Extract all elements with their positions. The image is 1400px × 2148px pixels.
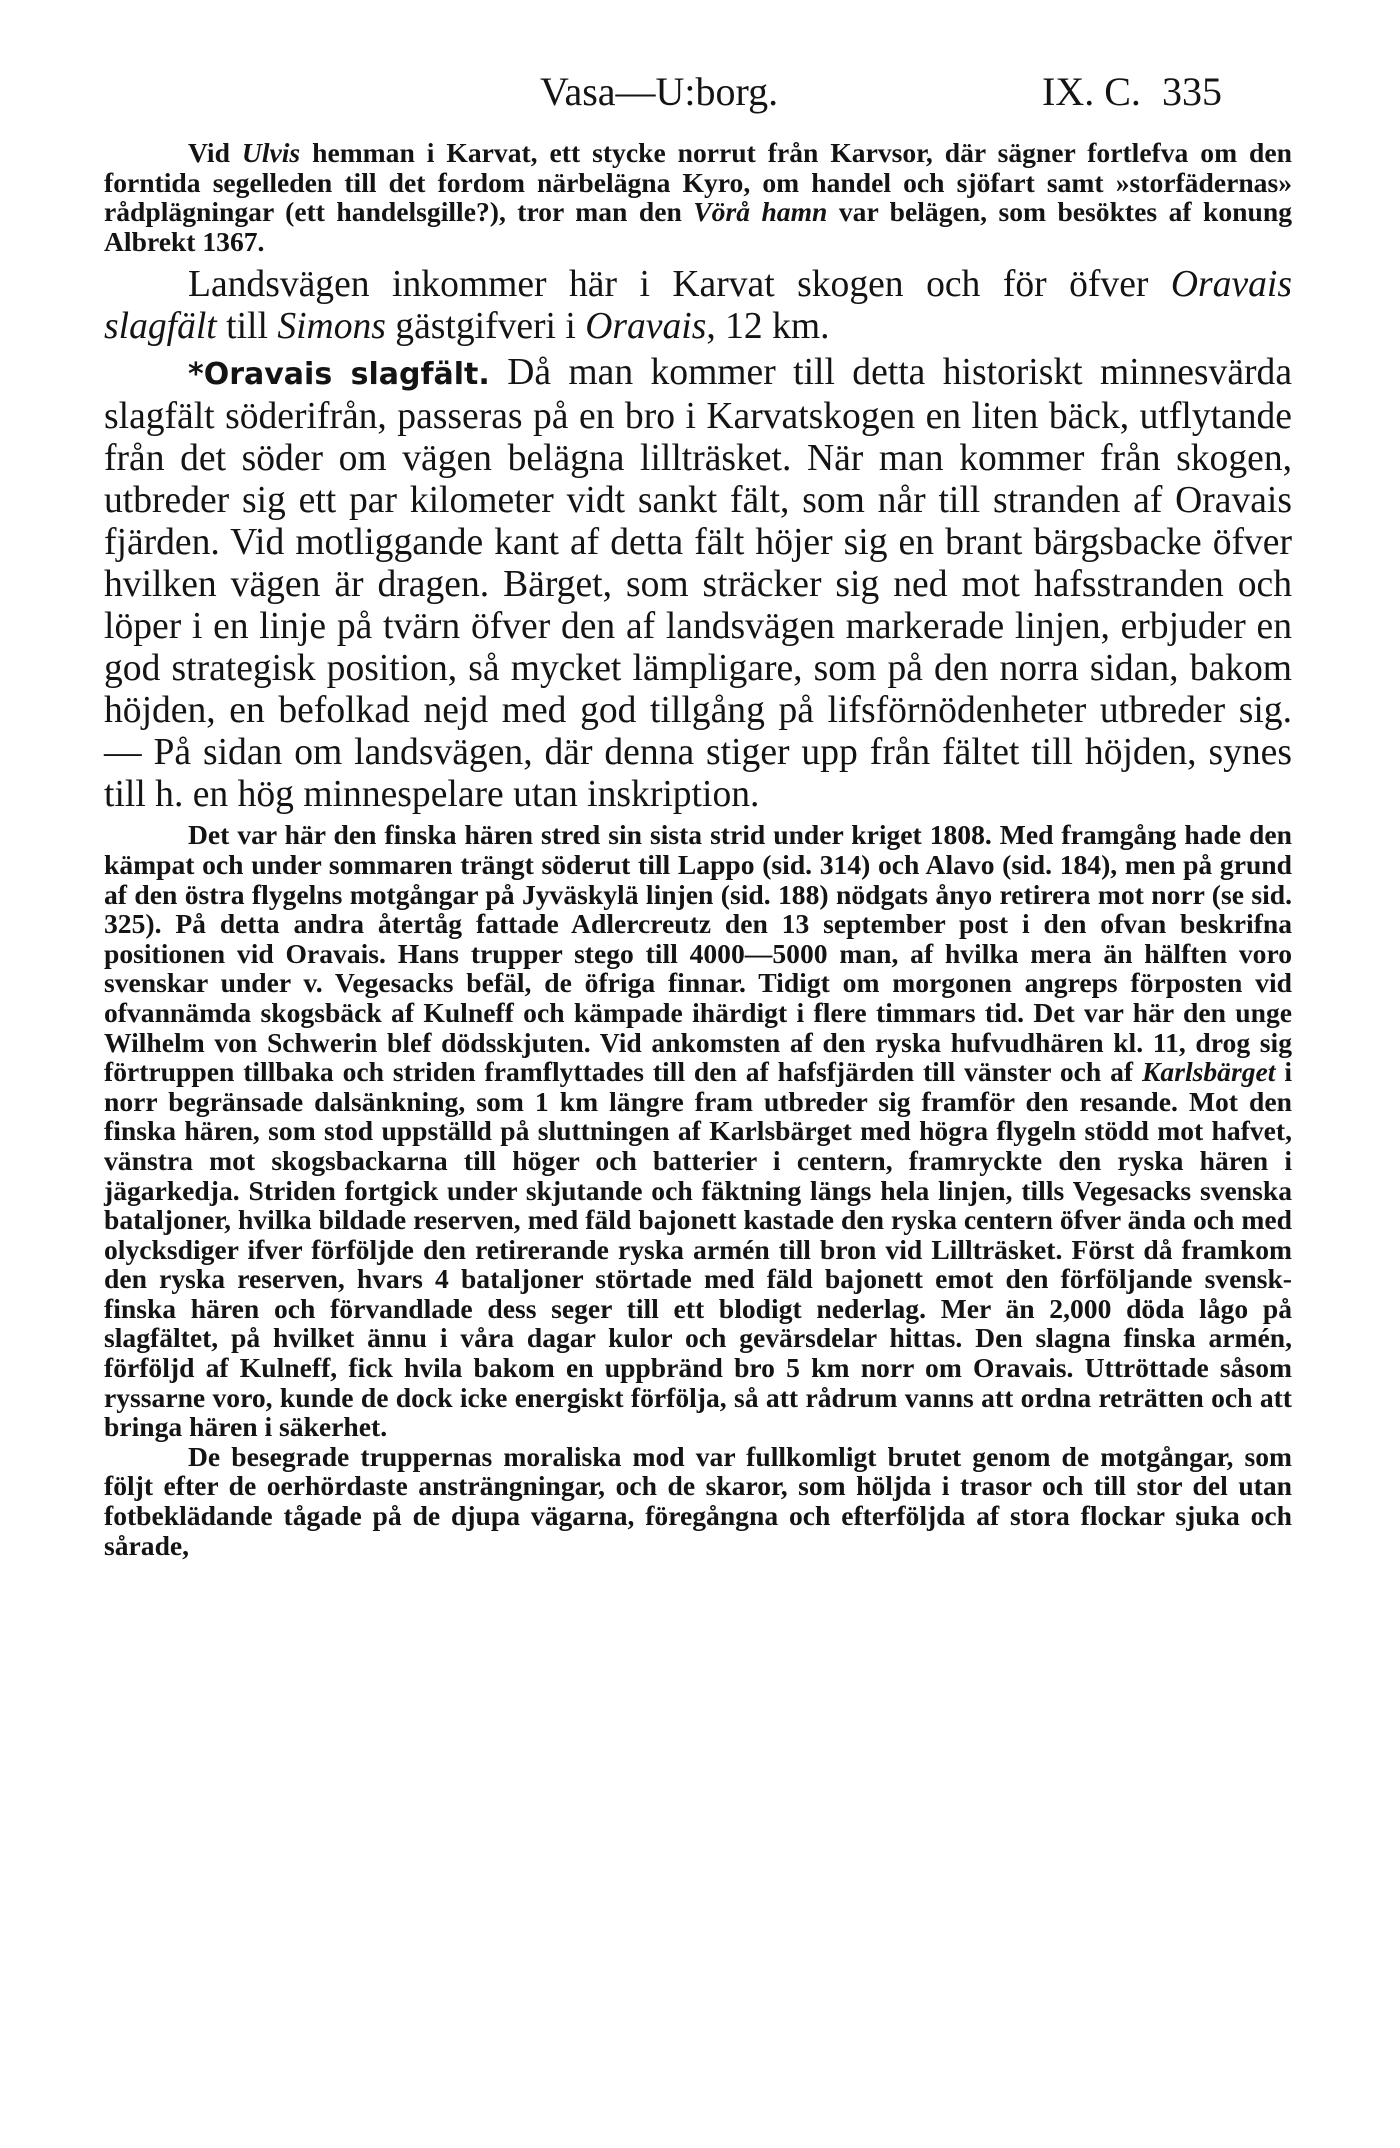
text-run: gästgifveri i	[385, 306, 586, 348]
running-header	[104, 0, 1292, 138]
italic-term: Vörå hamn	[693, 196, 828, 228]
italic-term: Oravais	[585, 306, 707, 348]
text-run: i norr begränsade dalsänkning, som 1 km längre fram utbreder sig framför den resande. Mot den finska hären, som stod uppställd på sluttningen af Karlsbärget med högra flygeln stödd mot hafvet, vänstra mot skogsbackarna till höger och batterier i centern, framryckte den ryska hären i jägarkedja. Striden fortgick under skjutande och fäktning längs hela linjen, tills Vegesacks svenska bataljoner, hvilka bildade reserven, med fäld bajonett kastade den ryska centern öfver ända och med olycksdiger ifver förföljde den retirerande ryska armén till bron vid Lillträsket. Först då framkom den ryska reserven, hvars 4 bataljoner störtade med fäld bajonett emot den förföljande svensk-finska hären och förvandlade dess seger till ett blodigt nederlag. Mer än 2,000 döda lågo på slagfältet, på hvilket ännu i våra dagar kulor och gevärsdelar hittas. Den slagna finska armén, förföljd af Kulneff, fick hvila bakom en uppbränd bro 5 km norr om Oravais. Uttröttade såsom ryssarne voro, kunde de dock icke energiskt förfölja, så att rådrum vanns att ordna reträtten och att bringa hären i säkerhet.	[104, 1056, 1292, 1443]
text-run: till	[216, 306, 278, 348]
text-run: , 12 km.	[706, 306, 830, 348]
text-run: Landsvägen inkommer här i Karvat skogen och för öfver	[188, 264, 1171, 306]
paragraph-oravais-slagfalt	[104, 352, 1292, 816]
note-aftermath	[104, 1442, 1292, 1560]
section-marker: IX. C.	[1042, 69, 1141, 114]
italic-term: Ulvis	[241, 137, 301, 168]
note-ulvis	[104, 138, 1292, 256]
text-run: hemman i Karvat, ett stycke norrut från Karvsor, där sägner fortlefva om den forntida segelleden till det fordom närbelägna Kyro, om handel och sjöfart samt »storfädernas» rådplägningar (ett handelsgille?), tror man den	[104, 137, 1292, 228]
running-title: Vasa—U:borg.	[540, 69, 779, 114]
paragraph-landsvagen	[104, 264, 1292, 348]
text-run: Det var här den finska hären stred sin sista strid under kriget 1808. Med framgång hade den kämpat och under sommaren trängt söderut till Lappo (sid. 314) och Alavo (sid. 184), men på grund af den östra flygelns motgångar på Jyväskylä linjen (sid. 188) nödgats ånyo retirera mot norr (se sid. 325). På detta andra återtåg fattade Adlercreutz den 13 september post i den ofvan beskrifna positionen vid Oravais. Hans trupper stego till 4000—5000 man, af hvilka mera än hälften voro svenskar under v. Vegesacks befäl, de öfriga finnar. Tidigt om morgonen angreps förposten vid ofvannämda skogsbäck af Kulneff och kämpade ihärdigt i flere timmars tid. Det var här den unge Wilhelm von Schwerin blef dödsskjuten. Vid ankomsten af den ryska hufvudhären kl. 11, drog sig förtruppen tillbaka och striden framflyttades till den af hafsfjärden till vänster och af	[104, 819, 1292, 1088]
text-run: Vid	[188, 137, 242, 168]
italic-term: Simons	[277, 306, 386, 348]
text-run: Då man kommer till detta historiskt minnesvärda slagfält söderifrån, passeras på en bro i Karvatskogen en liten bäck, utflytande från det söder om vägen belägna lillträsket. När man kommer från skogen, utbreder sig ett par kilometer vidt sankt fält, som når till stranden af Oravais fjärden. Vid motliggande kant af detta fält höjer sig en brant bärgsbacke öfver hvilken vägen är dragen. Bärget, som sträcker sig ned mot hafsstranden och löper i en linje på tvärn öfver den af landsvägen markerade linjen, erbjuder en god strategisk position, så mycket lämpligare, som på den norra sidan, bakom höjden, en befolkad nejd med god tillgång på lifsförnödenheter utbreder sig. — På sidan om landsvägen, där denna stiger upp från fältet till höjden, synes till h. en hög minnespelare utan inskription.	[104, 352, 1292, 816]
italic-term: Karlsbärget	[1142, 1056, 1276, 1088]
page-number: 335	[1162, 69, 1222, 114]
italic-term: Oravais slagfält	[104, 264, 1292, 348]
text-run: var belägen, som besöktes af konung Albrekt 1367.	[104, 196, 1292, 257]
note-battle-1808	[104, 820, 1292, 1441]
text-run: De besegrade truppernas moraliska mod var fullkomligt brutet genom de motgångar, som följt efter de oerhördaste ansträngningar, och de skaror, som höljda i trasor och till stor del utan fotbeklädande tågade på de djupa vägarna, föregångna och efterföljda af stora flockar sjuka och sårade,	[104, 1440, 1292, 1561]
section-lead: *Oravais slagfält.	[188, 357, 490, 393]
